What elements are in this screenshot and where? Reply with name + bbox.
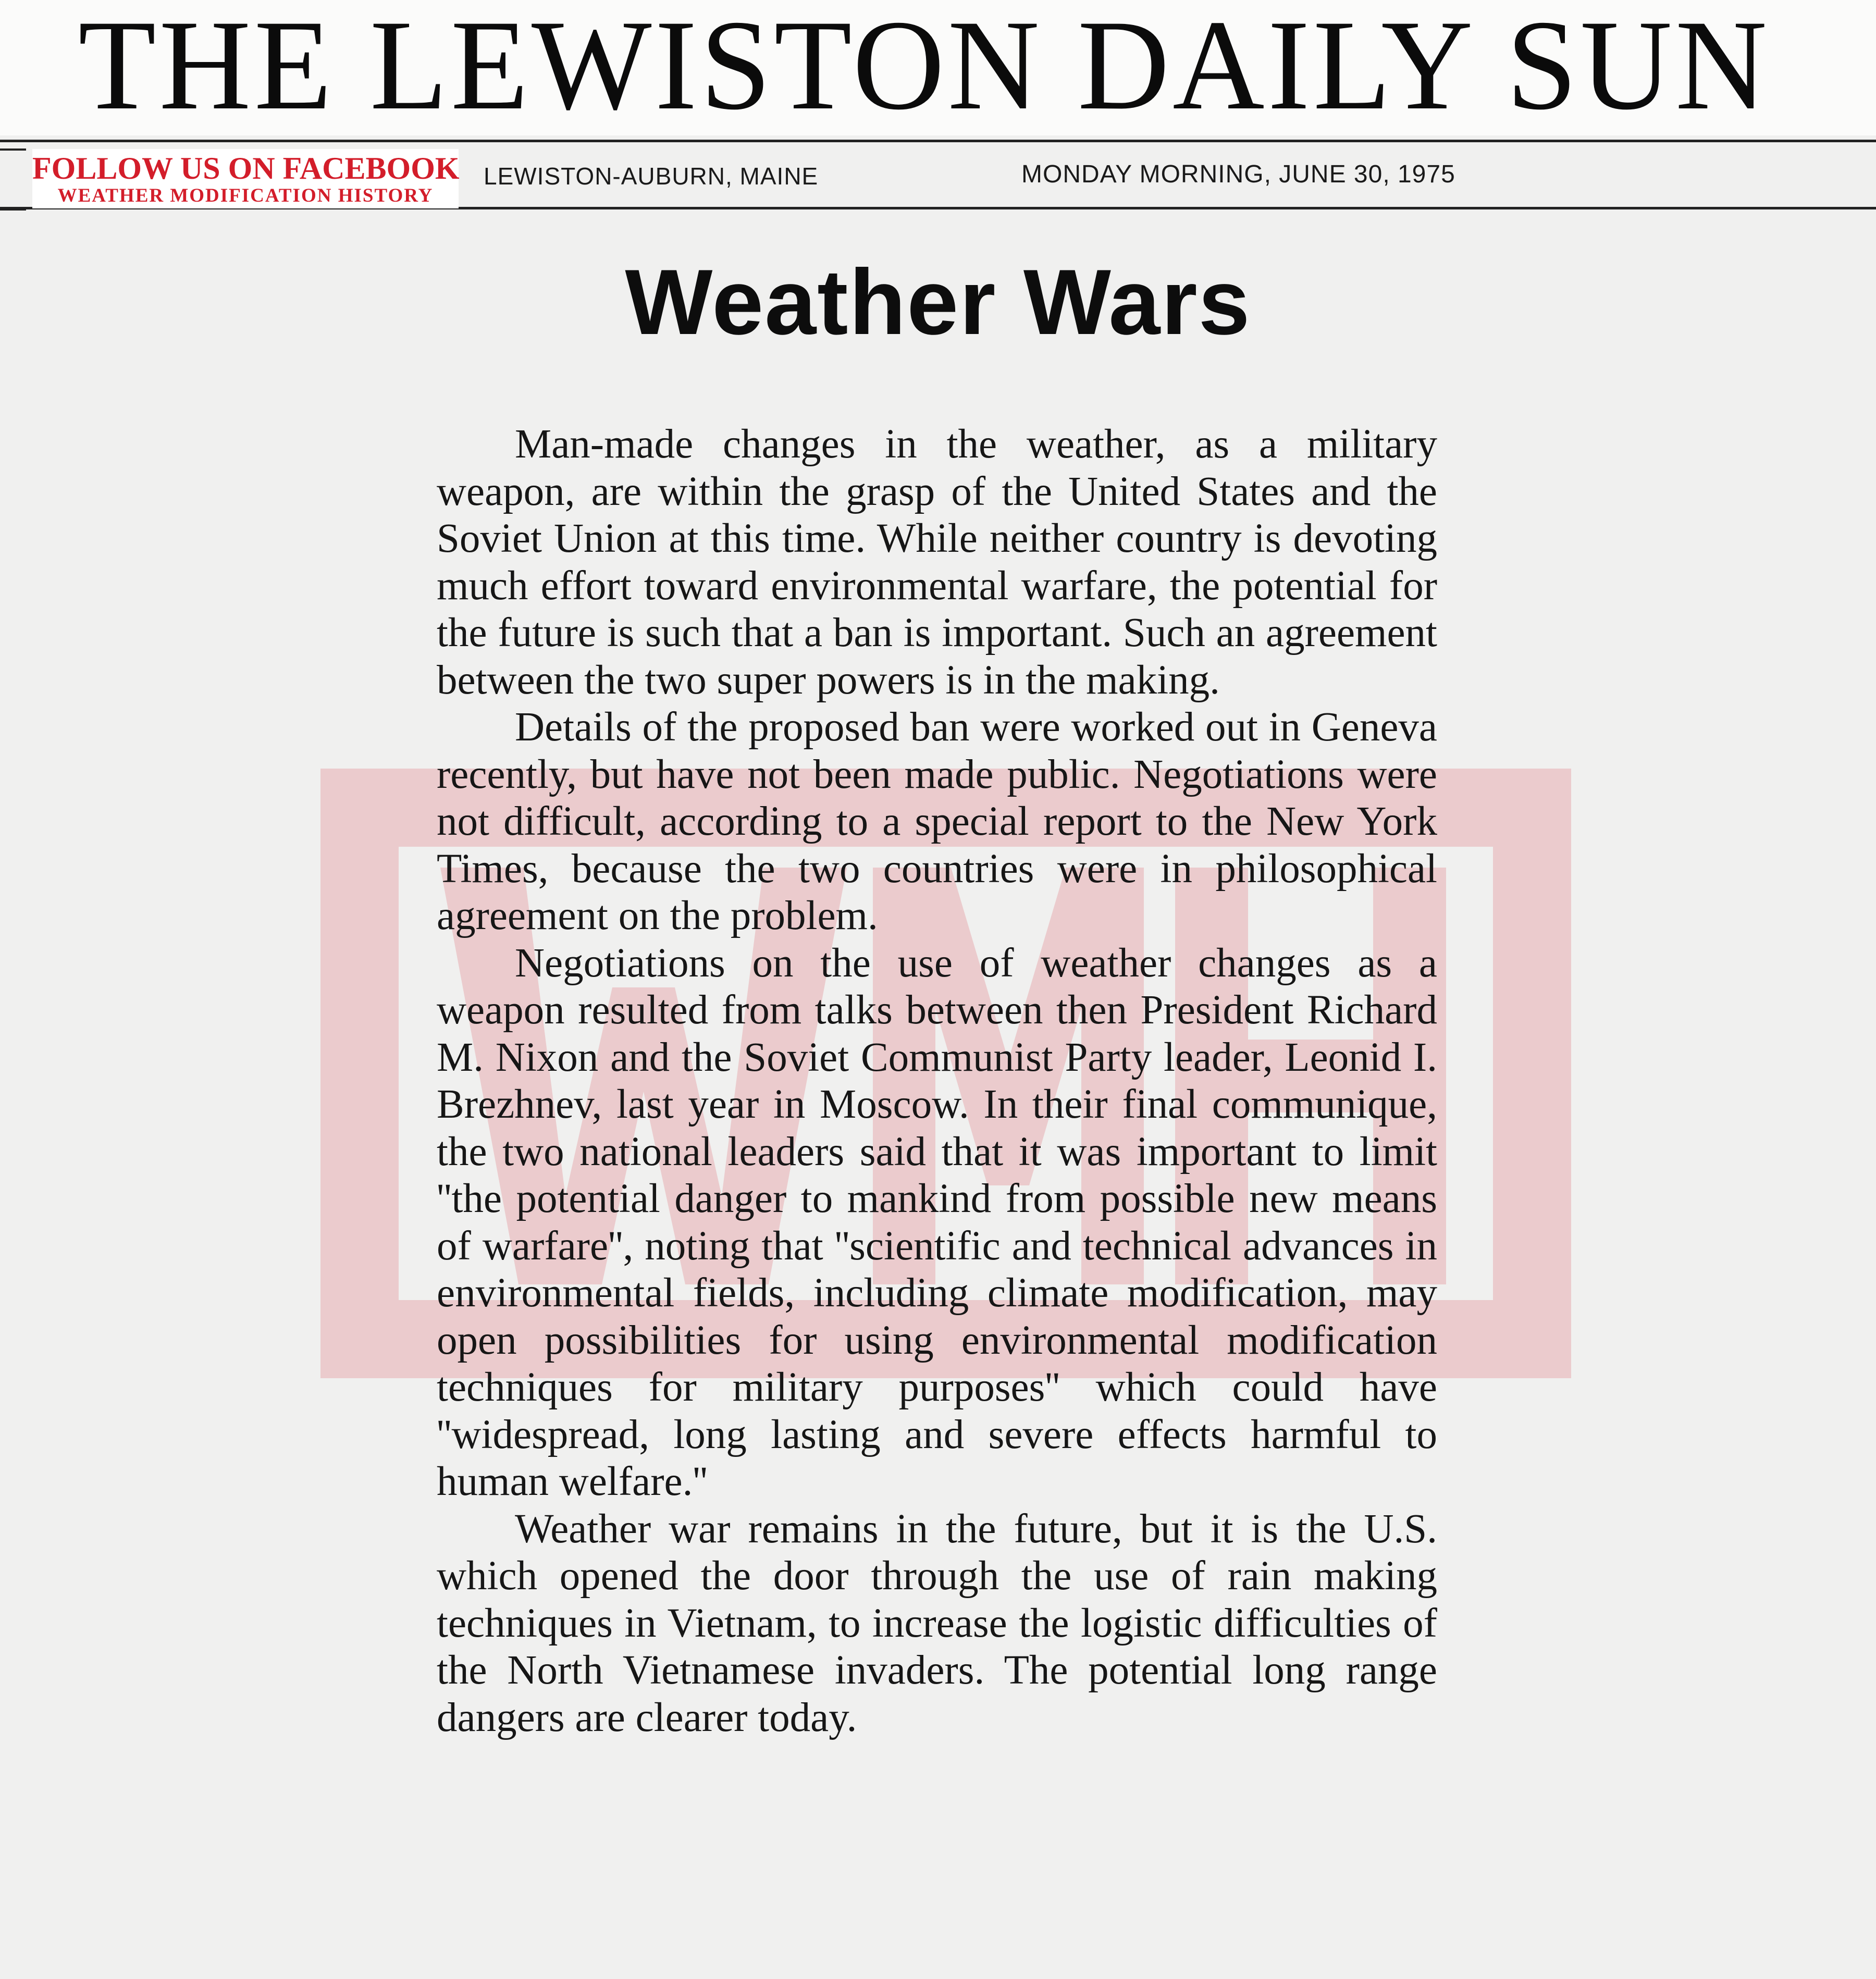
article-paragraph: Details of the proposed ban were worked out in Geneva recently, but have not been made public. Negotiations were not difficult, according to a special report to the New York Times, because the two countries were in philosophical agreement on the problem. (437, 704, 1437, 938)
masthead-rule-top (0, 140, 1876, 142)
dateline-date: MONDAY MORNING, JUNE 30, 1975 (1021, 160, 1455, 188)
newspaper-masthead: THE LEWISTON DAILY SUN (78, 0, 1771, 137)
dateline-location: LEWISTON-AUBURN, MAINE (484, 163, 819, 190)
article-paragraph: Negotiations on the use of weather changes as a weapon resulted from talks between then President Richard M. Nixon and the Soviet Communist Party leader, Leonid I. Brezhnev, last year in Moscow. In their final communique, the two national leaders said that it was important to limit ''the potential danger to mankind from possible new means of warfare'', noting that ''scientific and technical advances in environmental fields, including climate modification, may open possibilities for using environmental modification techniques for military purposes'' which could have ''widespread, long lasting and severe effects harmful to human welfare.'' (437, 940, 1437, 1504)
rule-stub-top (0, 149, 26, 151)
promo-follow-text: FOLLOW US ON FACEBOOK (32, 151, 460, 185)
article-paragraph: Man-made changes in the weather, as a military weapon, are within the grasp of the United States and the Soviet Union at this time. While neither country is devoting much effort toward environmental warfare, the potential for the future is such that a ban is important. Such an agreement between the two super powers is in the making. (437, 422, 1437, 703)
article-headline: Weather Wars (625, 250, 1251, 354)
promo-page-name: WEATHER MODIFICATION HISTORY (57, 185, 434, 206)
article-paragraph: Weather war remains in the future, but it is the U.S. which opened the door through the use of rain making techniques in Vietnam, to increase the logistic difficulties of the North Vietnamese invaders. The potential long range dangers are clearer today. (437, 1506, 1437, 1740)
article-body (437, 421, 1437, 1741)
facebook-promo-banner[interactable] (32, 149, 459, 208)
